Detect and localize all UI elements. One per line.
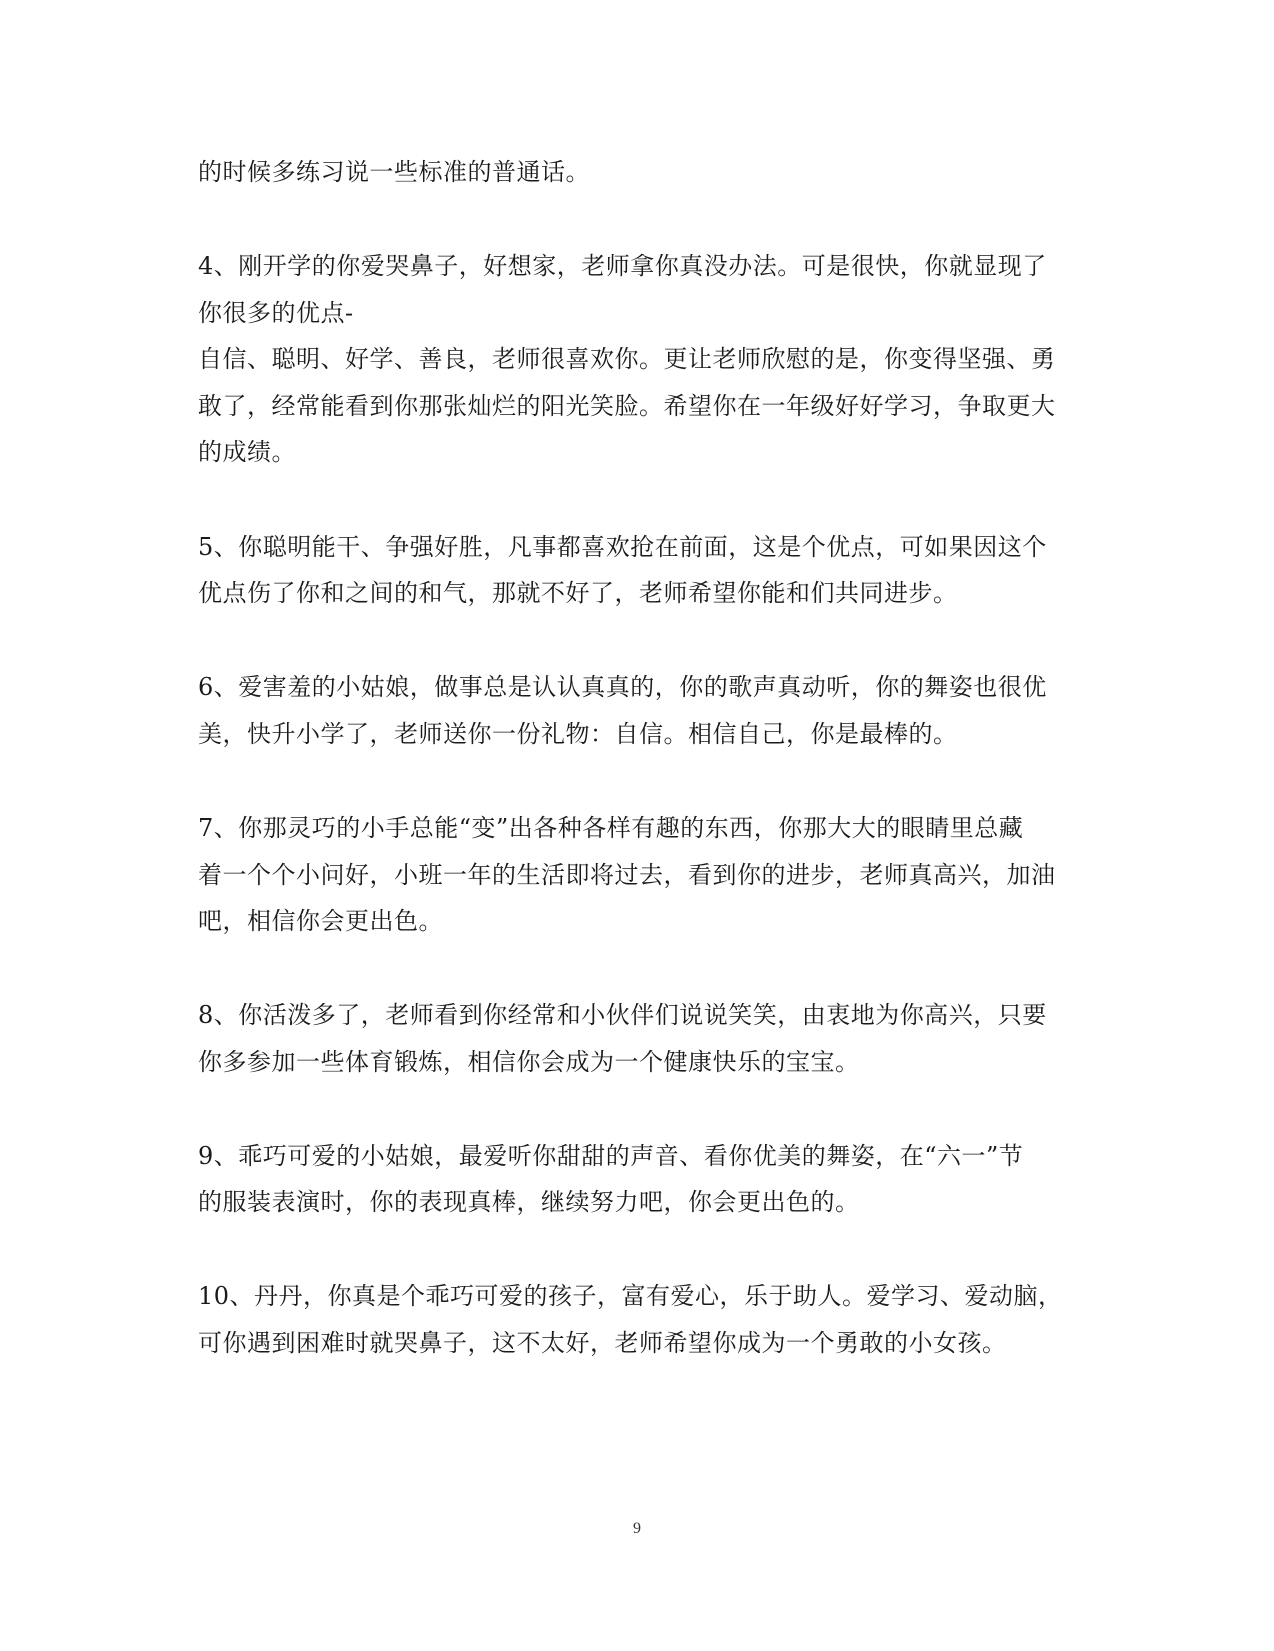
text-line: 优点伤了你和之间的和气，那就不好了，老师希望你能和们共同进步。 <box>198 579 958 607</box>
text-line: 你多参加一些体育锻炼，相信你会成为一个健康快乐的宝宝。 <box>198 1048 860 1076</box>
text-line: 敢了，经常能看到你那张灿烂的阳光笑脸。希望你在一年级好好学习，争取更大 <box>198 392 1056 420</box>
text-line: 吧，相信你会更出色。 <box>198 907 443 935</box>
text-line: 9、乖巧可爱的小姑娘，最爱听你甜甜的声音、看你优美的舞姿，在“六一”节 <box>198 1142 1024 1170</box>
text-line: 5、你聪明能干、争强好胜，凡事都喜欢抢在前面，这是个优点，可如果因这个 <box>198 533 1047 561</box>
text-line: 4、刚开学的你爱哭鼻子，好想家，老师拿你真没办法。可是很快，你就显现了 <box>198 252 1047 280</box>
text-line: 可你遇到困难时就哭鼻子，这不太好，老师希望你成为一个勇敢的小女孩。 <box>198 1329 1007 1357</box>
text-line: 的服装表演时，你的表现真棒，继续努力吧，你会更出色的。 <box>198 1188 860 1216</box>
text-line: 6、爱害羞的小姑娘，做事总是认认真真的，你的歌声真动听，你的舞姿也很优 <box>198 673 1047 701</box>
text-line: 你很多的优点- <box>198 299 354 327</box>
text-line: 的时候多练习说一些标准的普通话。 <box>198 158 590 186</box>
text-line: 8、你活泼多了，老师看到你经常和小伙伴们说说笑笑，由衷地为你高兴，只要 <box>198 1001 1047 1029</box>
text-line: 美，快升小学了，老师送你一份礼物：自信。相信自己，你是最棒的。 <box>198 720 958 748</box>
text-line: 10、丹丹，你真是个乖巧可爱的孩子，富有爱心，乐于助人。爱学习、爱动脑， <box>198 1282 1063 1310</box>
text-line: 的成绩。 <box>198 438 296 466</box>
text-line: 7、你那灵巧的小手总能“变”出各种各样有趣的东西，你那大大的眼睛里总藏 <box>198 814 1024 842</box>
text-line: 自信、聪明、好学、善良，老师很喜欢你。更让老师欣慰的是，你变得坚强、勇 <box>198 345 1056 373</box>
text-line: 着一个个小问好，小班一年的生活即将过去，看到你的进步，老师真高兴，加油 <box>198 861 1056 889</box>
page-number: 9 <box>633 1520 641 1537</box>
